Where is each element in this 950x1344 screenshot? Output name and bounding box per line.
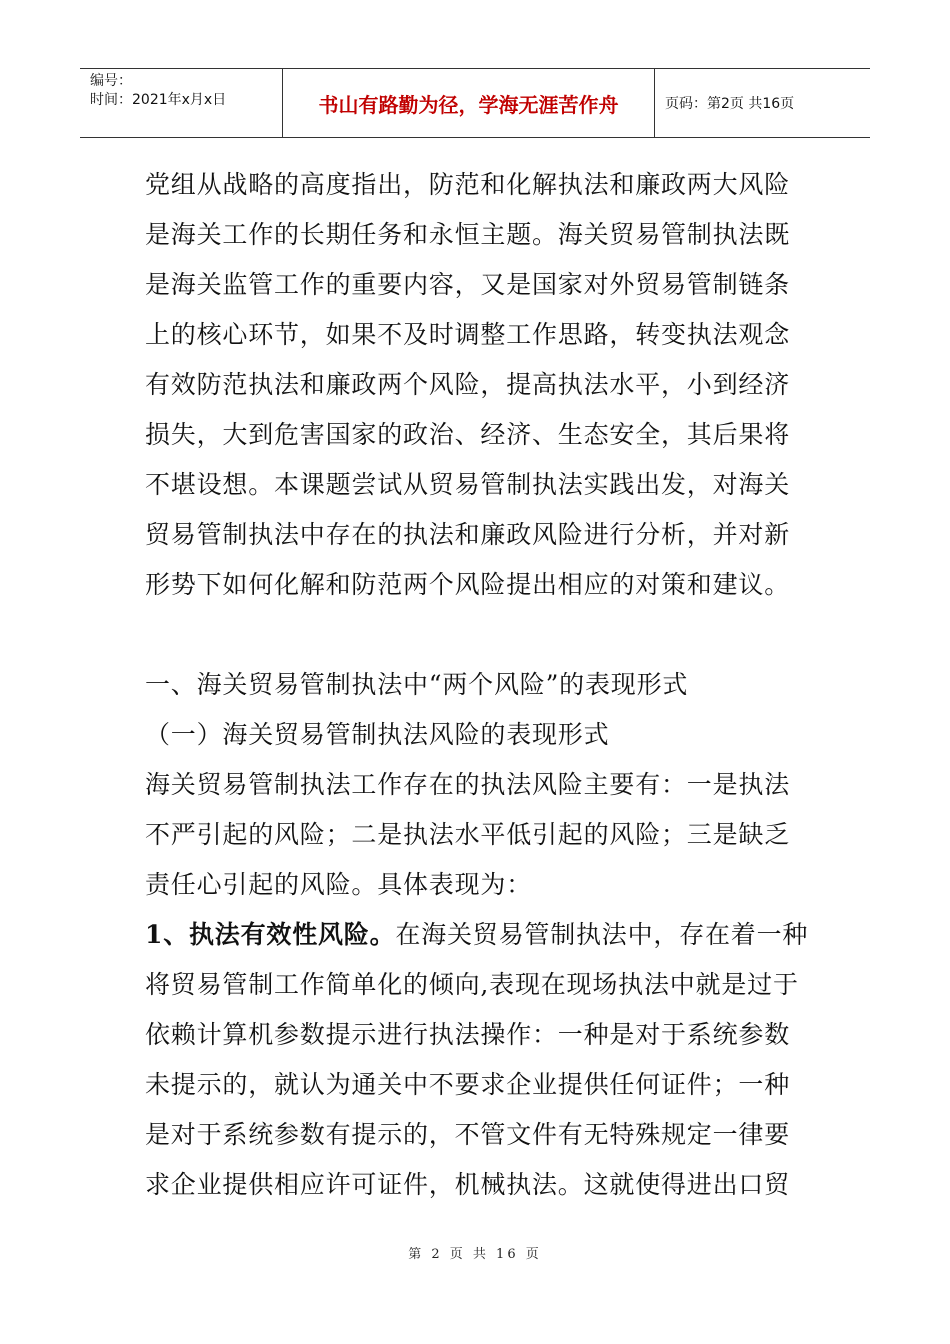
paragraph-intro: 党组从战略的高度指出，防范和化解执法和廉政两大风险是海关工作的长期任务和永恒主题。海关贸易管制执法既是海关监管工作的重要内容，又是国家对外贸易管制链条上的核心环节，如果不及时调整工作思路，转变执法观念有效防范执法和廉政两个风险，提高执法水平，小到经济损失，大到危害国家的政治、经济、生态安全，其后果将不堪设想。本课题尝试从贸易管制执法实践出发，对海关贸易管制执法中存在的执法和廉政风险进行分析，并对新形势下如何化解和防范两个风险提出相应的对策和建议。	[145, 170, 791, 599]
document-number-label: 编号：	[90, 73, 132, 89]
document-body	[145, 160, 810, 1210]
document-date-label: 时间：2021年x月x日	[90, 92, 227, 108]
header-page-info: 页码：第2页 共16页	[665, 96, 795, 112]
subsection-heading: （一）海关贸易管制执法风险的表现形式	[145, 720, 610, 749]
paragraph-item-1	[145, 910, 810, 1210]
paragraph-risk-types: 海关贸易管制执法工作存在的执法风险主要有：一是执法不严引起的风险；二是执法水平低引起的风险；三是缺乏责任心引起的风险。具体表现为：	[145, 770, 791, 899]
header-motto: 书山有路勤为径，学海无涯苦作舟	[283, 69, 655, 137]
item-1-text: 在海关贸易管制执法中，存在着一种将贸易管制工作简单化的倾向,表现在现场执法中就是过于依赖计算机参数提示进行执法操作：一种是对于系统参数未提示的，就认为通关中不要求企业提供任何证件；一种是对于系统参数有提示的，不管文件有无特殊规定一律要求企业提供相应许可证件，机械执法。这就使得进出口贸	[145, 920, 809, 1199]
item-1-title: 1、执法有效性风险。	[145, 920, 396, 949]
header-meta	[80, 69, 283, 137]
page-footer: 第 2 页 共 16 页	[408, 1247, 542, 1262]
paragraph-gap	[145, 610, 810, 660]
section-heading: 一、海关贸易管制执法中“两个风险”的表现形式	[145, 670, 689, 699]
page-header	[80, 68, 870, 138]
